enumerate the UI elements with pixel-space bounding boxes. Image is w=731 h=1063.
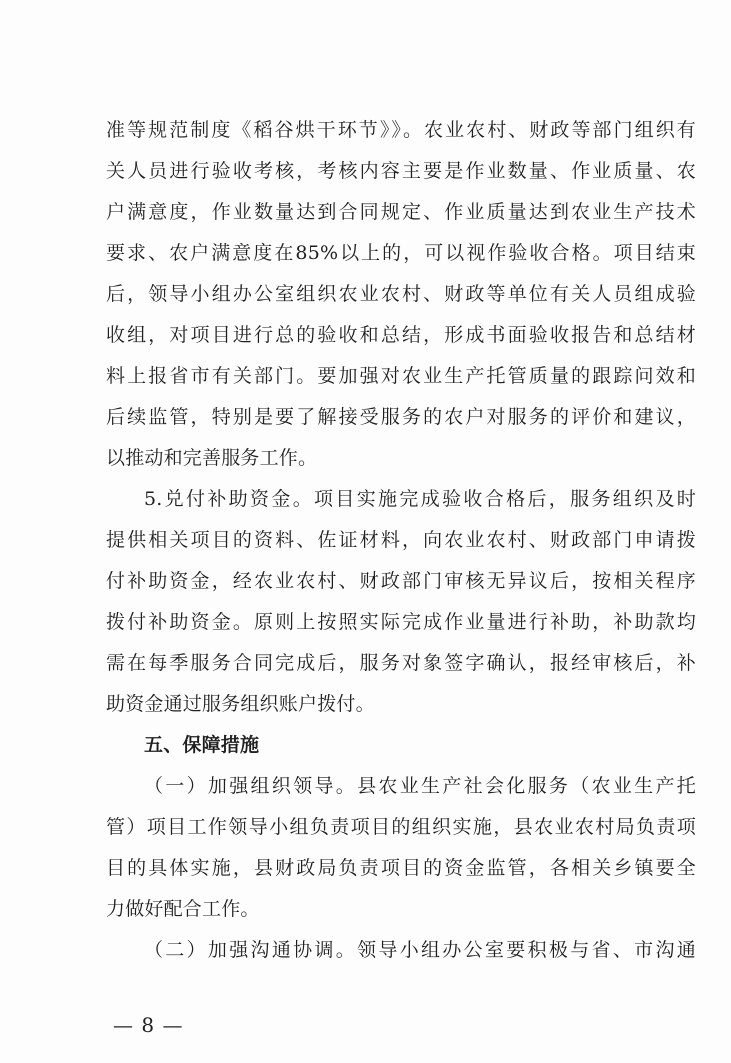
paragraph-line: 后续监管，特别是要了解接受服务的农户对服务的评价和建议，: [106, 406, 696, 428]
paragraph-line: 目的具体实施，县财政局负责项目的资金监管，各相关乡镇要全: [106, 857, 696, 879]
paragraph-line: 力做好配合工作。: [106, 898, 260, 920]
paragraph-line: 收组，对项目进行总的验收和总结，形成书面验收报告和总结材: [106, 324, 696, 346]
paragraph-line: 需在每季服务合同完成后，服务对象签字确认，报经审核后，补: [106, 652, 696, 674]
paragraph-line: （一）加强组织领导。县农业生产社会化服务（农业生产托: [144, 775, 696, 797]
page-number: — 8 —: [113, 1013, 184, 1037]
paragraph-line: 准等规范制度《稻谷烘干环节》》。农业农村、财政等部门组织有: [106, 119, 696, 141]
section-heading: 五、保障措施: [144, 734, 260, 756]
paragraph-line: 料上报省市有关部门。要加强对农业生产托管质量的跟踪问效和: [106, 365, 696, 387]
paragraph-line: 后，领导小组办公室组织农业农村、财政等单位有关人员组成验: [106, 283, 696, 305]
paragraph-line: 5.兑付补助资金。项目实施完成验收合格后，服务组织及时: [144, 488, 696, 510]
paragraph-line: 助资金通过服务组织账户拨付。: [106, 693, 375, 715]
paragraph-line: 拨付补助资金。原则上按照实际完成作业量进行补助，补助款均: [106, 611, 696, 633]
paragraph-line: 户满意度，作业数量达到合同规定、作业质量达到农业生产技术: [106, 201, 696, 223]
paragraph-line: 管）项目工作领导小组负责项目的组织实施，县农业农村局负责项: [106, 816, 696, 838]
paragraph-line: 以推动和完善服务工作。: [106, 447, 318, 469]
paragraph-line: 关人员进行验收考核，考核内容主要是作业数量、作业质量、农: [106, 160, 696, 182]
paragraph-line: 提供相关项目的资料、佐证材料，向农业农村、财政部门申请拨: [106, 529, 696, 551]
paragraph-line: （二）加强沟通协调。领导小组办公室要积极与省、市沟通: [144, 939, 696, 961]
paragraph-line: 要求、农户满意度在85%以上的，可以视作验收合格。项目结束: [106, 242, 696, 264]
paragraph-line: 付补助资金，经农业农村、财政部门审核无异议后，按相关程序: [106, 570, 696, 592]
